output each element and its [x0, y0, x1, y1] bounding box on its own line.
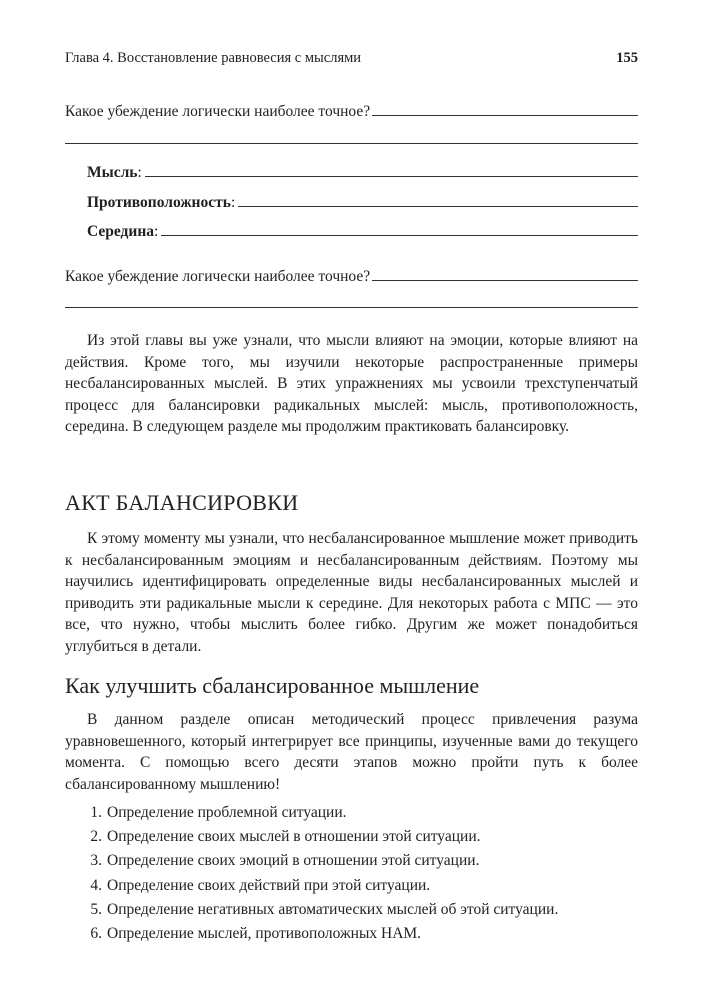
list-item: [65, 801, 638, 825]
list-item-text: Определение своих мыслей в отношении этой ситуации.: [107, 828, 481, 846]
list-item: [65, 922, 638, 946]
field-colon: :: [230, 194, 236, 211]
list-item: [65, 898, 638, 922]
list-item-number: 5.: [90, 900, 102, 918]
list-item-number: 4.: [90, 876, 102, 894]
list-item-number: 1.: [90, 804, 102, 821]
field-colon: :: [137, 164, 142, 181]
steps-list: [65, 801, 638, 946]
list-item-text: Определение своих эмоций в отношении этой ситуации.: [107, 852, 480, 870]
summary-paragraph: Из этой главы вы уже узнали, что мысли влияют на эмоции, которые влияют на действия. Кроме того, мы изучили некоторые распространенные примеры несбалансированных мыслей. В этих упражнениях мы усвоили трехступенчатый процесс для балансировки радикальных мыслей: мысль, противоположность, середина. В следующем разделе мы продолжим практиковать балансировку.: [65, 332, 638, 436]
field-label-opposite: Противоположность: [87, 194, 231, 211]
answer-blank-2: [372, 266, 638, 281]
list-item-number: 2.: [90, 828, 102, 846]
list-item-text: Определение мыслей, противоположных НАМ.: [107, 925, 422, 943]
list-item: [65, 874, 638, 898]
field-blank-middle: [161, 221, 638, 236]
list-item-text: Определение проблемной ситуации.: [107, 804, 347, 821]
list-item-text: Определение негативных автоматических мыслей об этой ситуации.: [107, 900, 559, 918]
list-item: [65, 825, 638, 849]
question-text-1: Какое убеждение логически наиболее точное?: [65, 103, 371, 120]
page-number: 155: [616, 50, 638, 66]
running-header: [65, 50, 638, 67]
section-heading: АКТ БАЛАНСИРОВКИ: [65, 490, 299, 515]
chapter-title: Глава 4. Восстановление равновесия с мыслями: [65, 50, 362, 66]
field-blank-opposite: [238, 192, 638, 207]
question-line-1: [65, 101, 638, 121]
answer-rule-1: [65, 143, 638, 144]
list-item-text: Определение своих действий при этой ситуации.: [107, 876, 431, 894]
answer-blank-1: [372, 101, 638, 116]
field-label-thought: Мысль: [87, 164, 138, 181]
list-item-number: 6.: [90, 925, 102, 943]
field-colon: :: [154, 223, 159, 240]
field-label-middle: Середина: [87, 223, 155, 240]
subsection-paragraph: В данном разделе описан методический процесс привлечения разума уравновешенного, который интегрирует все принципы, изученные вами до текущего момента. С помощью всего десяти этапов можно пройти путь к более сбалансированному мышлению!: [65, 711, 638, 793]
field-middle: [87, 221, 638, 241]
section-paragraph: К этому моменту мы узнали, что несбалансированное мышление может приводить к несбалансированным эмоциям и несбалансированным действиям. Поэтому мы научились идентифицировать определенные виды несбалансированных мыслей и приводить эти радикальные мысли к середине. Для некоторых работа с МПС — это все, что нужно, чтобы мыслить более гибко. Другим же может понадобиться углубиться в детали.: [65, 530, 638, 655]
list-item-number: 3.: [90, 852, 102, 870]
field-blank-thought: [145, 162, 638, 177]
field-thought: [87, 162, 638, 182]
question-line-2: [65, 266, 638, 286]
question-text-2: Какое убеждение логически наиболее точное?: [65, 268, 371, 285]
answer-rule-2: [65, 307, 638, 308]
field-opposite: [87, 192, 638, 212]
list-item: [65, 849, 638, 873]
subsection-heading: Как улучшить сбалансированное мышление: [65, 673, 480, 698]
